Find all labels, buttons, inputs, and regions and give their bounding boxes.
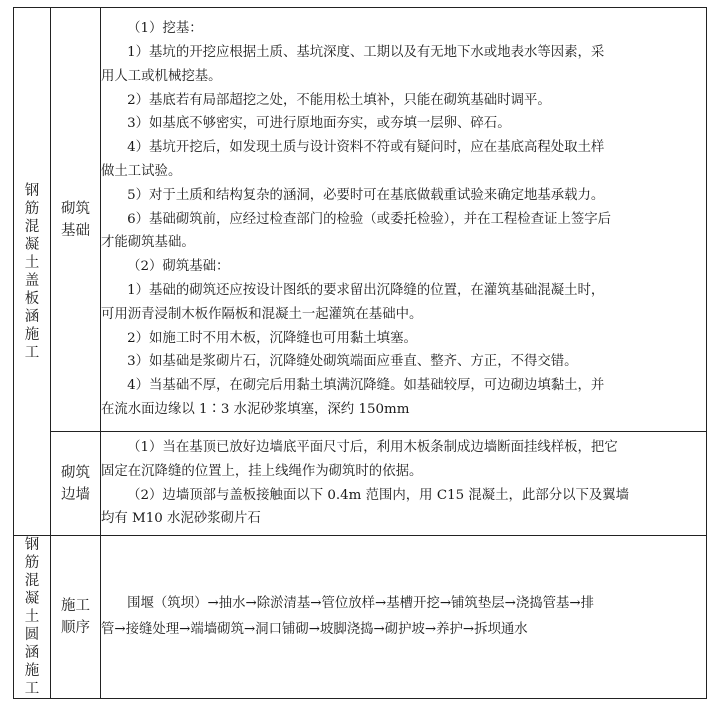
paragraph-line: 在流水面边缘以 1∶3 水泥砂浆填塞，深约 150mm	[101, 401, 410, 417]
paragraph-line: 2）基底若有局部超挖之处，不能用松土填补，只能在砌筑基础时调平。	[127, 92, 551, 108]
foundation-content	[101, 8, 707, 432]
category-char: 工	[24, 681, 40, 697]
subcategory-label-line: 基础	[61, 222, 90, 239]
section-heading: （2）砌筑基础：	[127, 259, 230, 275]
side-wall-content	[101, 432, 707, 536]
category-char: 板	[24, 290, 40, 307]
subcategory-label-line: 砌筑	[61, 200, 90, 217]
paragraph-line: 均有 M10 水泥砂浆砌片石	[101, 511, 261, 527]
category-char: 筋	[24, 200, 40, 217]
category-char: 钢	[24, 537, 40, 553]
category-char: 盖	[24, 272, 40, 289]
subcategory-label-line: 顺序	[61, 620, 90, 636]
subcategory-label-line: 砌筑	[61, 464, 90, 481]
sequence-content	[101, 536, 707, 699]
paragraph-line: 6）基础砌筑前，应经过检查部门的检验（或委托检验），并在工程检查证上签字后	[127, 211, 612, 227]
paragraph-line: （1）当在基顶已放好边墙底平面尺寸后，利用木板条制成边墙断面挂线样板，把它	[127, 439, 618, 455]
category-char: 混	[24, 218, 40, 235]
category-cell-pipe-culvert	[14, 536, 51, 699]
process-flow-line: 管→接缝处理→端墙砌筑→洞口铺砌→坡脚浇捣→砌护坡→养护→拆坝通水	[101, 622, 528, 637]
paragraph-line: 4）当基础不厚，在砌完后用黏土填满沉降缝。如基础较厚，可边砌边填黏土，并	[127, 378, 605, 394]
category-cell-slab-culvert	[14, 8, 51, 536]
paragraph-line: 3）如基底不够密实，可进行原地面夯实，或夯填一层卵、碎石。	[127, 116, 511, 132]
category-char: 钢	[24, 182, 40, 199]
paragraph-line: 固定在沉降缝的位置上，挂上线绳作为砌筑时的依据。	[101, 463, 423, 479]
subcategory-cell-foundation	[51, 8, 101, 432]
table-row	[14, 432, 707, 536]
category-char: 工	[24, 344, 40, 361]
paragraph-line: 用人工或机械挖基。	[101, 68, 222, 84]
category-char: 凝	[24, 236, 40, 253]
section-heading: （1）挖基：	[127, 21, 203, 37]
subcategory-cell-side-wall	[51, 432, 101, 536]
category-char: 圆	[24, 627, 40, 643]
paragraph-line: 3）如基础是浆砌片石，沉降缝处砌筑端面应垂直、整齐、方正，不得交错。	[127, 354, 578, 370]
subcategory-label-line: 边墙	[61, 486, 90, 503]
category-char: 施	[24, 326, 40, 343]
paragraph-line: 可用沥青浸制木板作隔板和混凝土一起灌筑在基础中。	[101, 306, 423, 322]
subcategory-cell-sequence	[51, 536, 101, 699]
paragraph-line: 4）基坑开挖后，如发现土质与设计资料不符或有疑问时，应在基底高程处取土样	[127, 140, 605, 156]
category-char: 筋	[24, 555, 40, 571]
category-char: 施	[24, 663, 40, 679]
subcategory-label-line: 施工	[61, 598, 90, 614]
category-char: 涵	[24, 645, 40, 661]
table-row	[14, 536, 707, 699]
paragraph-line: 2）如施工时不用木板，沉降缝也可用黏土填塞。	[127, 330, 417, 346]
paragraph-line: 才能砌筑基础。	[101, 235, 195, 251]
category-char: 混	[24, 573, 40, 589]
table-row	[14, 8, 707, 432]
category-char: 凝	[24, 591, 40, 607]
process-flow-line: 围堰（筑坝）→抽水→除淤清基→管位放样→基槽开挖→铺筑垫层→浇捣管基→排	[127, 596, 594, 611]
paragraph-line: 做土工试验。	[101, 164, 182, 179]
paragraph-line: 5）对于土质和结构复杂的涵洞，必要时可在基底做载重试验来确定地基承载力。	[127, 187, 605, 203]
category-char: 涵	[24, 308, 40, 325]
construction-spec-table	[13, 7, 707, 699]
category-char: 土	[24, 254, 40, 271]
category-char: 土	[24, 609, 40, 625]
paragraph-line: （2）边墙顶部与盖板接触面以下 0.4m 范围内，用 C15 混凝土，此部分以下及翼墙	[127, 487, 630, 503]
paragraph-line: 1）基础的砌筑还应按设计图纸的要求留出沉降缝的位置，在灌筑基础混凝土时，	[127, 282, 605, 298]
paragraph-line: 1）基坑的开挖应根据土质、基坑深度、工期以及有无地下水或地表水等因素，采	[127, 45, 605, 61]
